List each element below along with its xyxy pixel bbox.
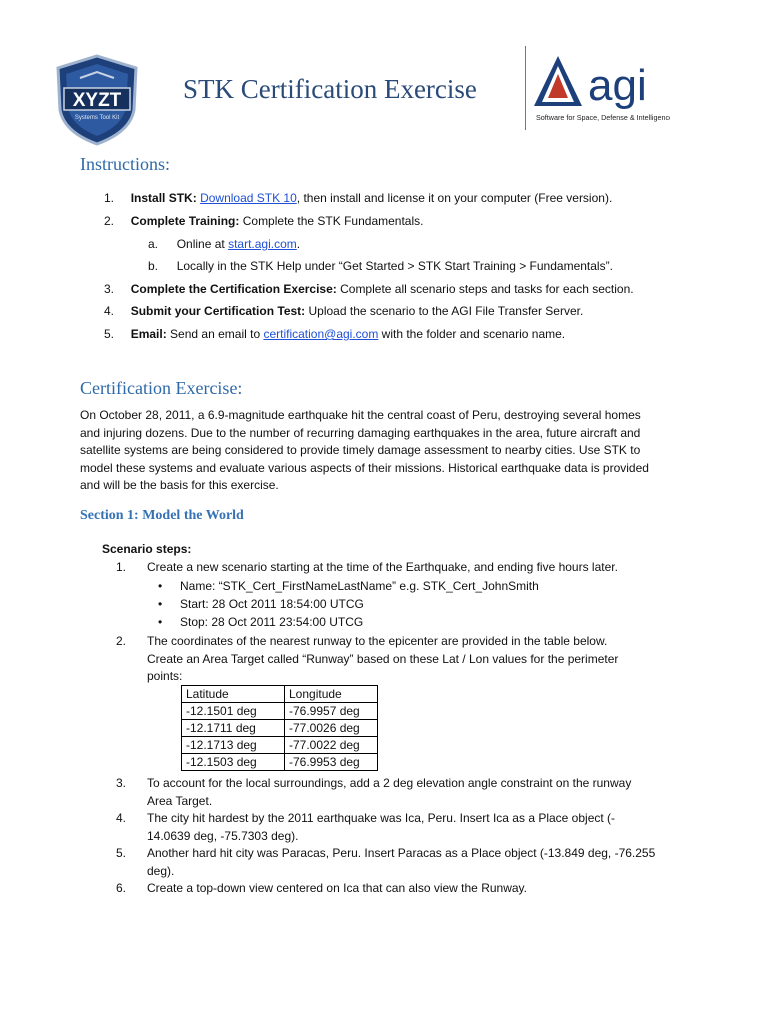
item-number: 4. [104,304,115,318]
instruction-item-5 [104,326,565,344]
step-number: 4. [116,811,127,825]
xyzt-logo [50,52,144,148]
item-bold-label: Install STK: [130,191,197,205]
item-text: Locally in the STK Help under “Get Started > STK Start Training > Fundamentals”. [176,259,613,273]
item-bold-label: Complete Training: [130,214,240,228]
table-cell: -76.9953 deg [285,754,378,771]
certification-email-link[interactable]: certification@agi.com [263,327,379,341]
instruction-item-3 [104,281,634,299]
table-cell: -76.9957 deg [285,703,378,720]
agi-logo-text: agi [588,61,647,110]
scenario-steps-heading: Scenario steps: [102,542,192,556]
step-number: 2. [116,634,127,648]
table-cell: -12.1501 deg [182,703,285,720]
item-bold-label: Complete the Certification Exercise: [130,282,337,296]
scenario-start-line: Start: 28 Oct 2011 18:54:00 UTCG [180,597,364,611]
instructions-heading: Instructions: [80,154,170,174]
instruction-subitem-a [148,236,300,254]
step-text: Create a new scenario starting at the time of the Earthquake, and ending five hours later. [147,560,618,574]
table-cell: -12.1711 deg [182,720,285,737]
table-cell: -77.0026 deg [285,720,378,737]
step-line: points: [147,669,183,683]
paragraph-line: On October 28, 2011, a 6.9-magnitude earthquake hit the central coast of Peru, destroying several homes [80,408,641,422]
step-text [147,775,631,810]
step-line: Create a top-down view centered on Ica that can also view the Runway. [147,881,527,895]
item-letter: a. [148,237,159,251]
table-row [182,754,378,771]
xyzt-logo-subtext: Systems Tool Kit [74,115,120,121]
certification-heading: Certification Exercise: [80,378,243,398]
item-bold-label: Email: [130,327,167,341]
step-line: Create an Area Target called “Runway” based on these Lat / Lon values for the perimeter [147,651,619,666]
step-text [147,845,655,880]
table-header-cell: Longitude [285,686,378,703]
item-text: Send an email to [166,327,264,341]
start-agi-link[interactable]: start.agi.com [228,237,297,251]
item-letter: b. [148,259,159,273]
item-number: 3. [104,282,115,296]
step-text [147,880,527,898]
agi-logo-tagline: Software for Space, Defense & Intelligence [536,113,670,122]
table-row [182,703,378,720]
item-text: Upload the scenario to the AGI File Transfer Server. [305,304,584,318]
step-number: 3. [116,776,127,790]
table-cell: -77.0022 deg [285,737,378,754]
step-line: To account for the local surroundings, add a 2 deg elevation angle constraint on the runway [147,776,632,790]
step-number: 5. [116,846,127,860]
table-header-cell: Latitude [182,686,285,703]
bullet-icon: • [158,579,163,593]
table-row [182,737,378,754]
item-bold-label: Submit your Certification Test: [130,304,306,318]
paragraph-line: satellite systems are being considered to provide timely damage assessment to nearby cities. Use STK to [80,443,641,457]
instruction-item-2 [104,213,423,231]
item-number: 1. [104,191,115,205]
step-number: 6. [116,881,127,895]
table-cell: -12.1713 deg [182,737,285,754]
item-text-end: with the folder and scenario name. [378,327,566,341]
instruction-item-1 [104,190,612,208]
section1-heading: Section 1: Model the World [80,508,244,523]
instruction-subitem-b [148,258,613,276]
step-line: The city hit hardest by the 2011 earthquake was Ica, Peru. Insert Ica as a Place object (- [147,811,616,825]
item-number: 2. [104,214,115,228]
paragraph-line: model these systems and evaluate various aspects of their missions. Historical earthquake data is provided [80,460,649,475]
agi-logo [530,50,670,130]
instruction-item-4 [104,303,583,321]
xyzt-logo-text: XYZT [72,90,122,111]
bullet-icon: • [158,597,163,611]
scenario-name-line: Name: “STK_Cert_FirstNameLastName” e.g. STK_Cert_JohnSmith [180,579,539,593]
page-title: STK Certification Exercise [183,74,477,104]
paragraph-line: and will be the basis for this exercise. [80,478,279,492]
runway-coordinates-table [181,685,378,771]
step-text [147,810,615,845]
table-cell: -12.1503 deg [182,754,285,771]
download-stk-link[interactable]: Download STK 10 [200,191,297,205]
item-text-end: . [296,237,301,251]
step-line: Area Target. [147,793,213,808]
table-row [182,720,378,737]
bullet-icon: • [158,615,163,629]
certification-paragraph [80,407,649,495]
item-text: Complete the STK Fundamentals. [239,214,424,228]
step-line: 14.0639 deg, -75.7303 deg). [147,828,299,843]
scenario-stop-line: Stop: 28 Oct 2011 23:54:00 UTCG [180,615,364,629]
item-text: , then install and license it on your computer (Free version). [296,191,613,205]
item-text: Online at [176,237,229,251]
table-header-row [182,686,378,703]
step-text [147,633,618,686]
item-number: 5. [104,327,115,341]
step-line: deg). [147,863,175,878]
step-number: 1. [116,560,127,574]
step-line: Another hard hit city was Paracas, Peru. Insert Paracas as a Place object (-13.849 deg, -76.255 [147,846,656,860]
step-line: The coordinates of the nearest runway to the epicenter are provided in the table below. [147,634,608,648]
item-text: Complete all scenario steps and tasks for each section. [336,282,634,296]
paragraph-line: and injuring dozens. Due to the number of recurring damaging earthquakes in the area, future aircraft and [80,425,641,440]
